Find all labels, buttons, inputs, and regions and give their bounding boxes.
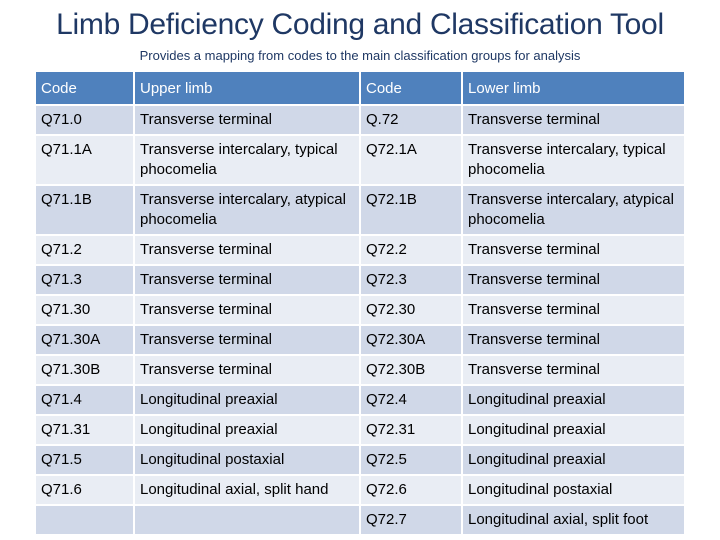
upper-limb-cell: Longitudinal postaxial [134, 445, 360, 475]
header-upper-limb: Upper limb [134, 72, 360, 105]
upper-code-cell: Q71.3 [36, 265, 134, 295]
upper-limb-cell: Transverse terminal [134, 295, 360, 325]
lower-limb-cell: Transverse terminal [462, 235, 684, 265]
upper-code-cell: Q71.30A [36, 325, 134, 355]
table-row [36, 135, 684, 185]
upper-code-cell: Q71.5 [36, 445, 134, 475]
lower-code-cell: Q72.4 [360, 385, 462, 415]
table-row [36, 185, 684, 235]
upper-limb-cell: Longitudinal preaxial [134, 385, 360, 415]
upper-code-cell: Q71.30 [36, 295, 134, 325]
lower-limb-cell: Transverse terminal [462, 325, 684, 355]
lower-limb-cell: Transverse terminal [462, 265, 684, 295]
lower-limb-cell: Transverse intercalary, typical phocomelia [462, 135, 684, 185]
upper-code-cell: Q71.6 [36, 475, 134, 505]
lower-limb-cell: Longitudinal preaxial [462, 415, 684, 445]
upper-code-cell: Q71.1A [36, 135, 134, 185]
table-row [36, 475, 684, 505]
table-header-row [36, 72, 684, 105]
lower-code-cell: Q72.31 [360, 415, 462, 445]
lower-limb-cell: Longitudinal preaxial [462, 445, 684, 475]
lower-code-cell: Q72.1B [360, 185, 462, 235]
upper-limb-cell: Longitudinal preaxial [134, 415, 360, 445]
lower-limb-cell: Longitudinal axial, split foot [462, 505, 684, 535]
header-lower-limb: Lower limb [462, 72, 684, 105]
upper-code-cell: Q71.30B [36, 355, 134, 385]
lower-code-cell: Q72.1A [360, 135, 462, 185]
lower-code-cell: Q72.30B [360, 355, 462, 385]
lower-limb-cell: Transverse intercalary, atypical phocomelia [462, 185, 684, 235]
lower-code-cell: Q72.2 [360, 235, 462, 265]
header-lower-code: Code [360, 72, 462, 105]
upper-limb-cell: Transverse terminal [134, 355, 360, 385]
table-row [36, 385, 684, 415]
classification-table [36, 72, 684, 536]
upper-code-cell: Q71.2 [36, 235, 134, 265]
upper-limb-cell: Longitudinal axial, split hand [134, 475, 360, 505]
table-row [36, 505, 684, 535]
table-row [36, 265, 684, 295]
lower-code-cell: Q.72 [360, 105, 462, 135]
table-row [36, 355, 684, 385]
upper-code-cell: Q71.31 [36, 415, 134, 445]
upper-code-cell [36, 505, 134, 535]
lower-code-cell: Q72.30 [360, 295, 462, 325]
lower-limb-cell: Longitudinal preaxial [462, 385, 684, 415]
upper-limb-cell: Transverse terminal [134, 105, 360, 135]
table-row [36, 105, 684, 135]
lower-limb-cell: Transverse terminal [462, 295, 684, 325]
lower-code-cell: Q72.30A [360, 325, 462, 355]
lower-limb-cell: Transverse terminal [462, 105, 684, 135]
upper-code-cell: Q71.1B [36, 185, 134, 235]
upper-code-cell: Q71.0 [36, 105, 134, 135]
upper-limb-cell: Transverse terminal [134, 235, 360, 265]
upper-limb-cell: Transverse terminal [134, 265, 360, 295]
lower-limb-cell: Transverse terminal [462, 355, 684, 385]
lower-code-cell: Q72.3 [360, 265, 462, 295]
upper-code-cell: Q71.4 [36, 385, 134, 415]
table-row [36, 235, 684, 265]
header-upper-code: Code [36, 72, 134, 105]
lower-code-cell: Q72.6 [360, 475, 462, 505]
table-row [36, 295, 684, 325]
lower-code-cell: Q72.7 [360, 505, 462, 535]
page-title: Limb Deficiency Coding and Classification Tool [56, 8, 664, 41]
table-row [36, 415, 684, 445]
table-row [36, 445, 684, 475]
upper-limb-cell: Transverse terminal [134, 325, 360, 355]
upper-limb-cell: Transverse intercalary, typical phocomelia [134, 135, 360, 185]
table-row [36, 325, 684, 355]
table-body [36, 105, 684, 535]
upper-limb-cell [134, 505, 360, 535]
page-subtitle: Provides a mapping from codes to the main classification groups for analysis [139, 48, 581, 63]
lower-limb-cell: Longitudinal postaxial [462, 475, 684, 505]
upper-limb-cell: Transverse intercalary, atypical phocomelia [134, 185, 360, 235]
lower-code-cell: Q72.5 [360, 445, 462, 475]
